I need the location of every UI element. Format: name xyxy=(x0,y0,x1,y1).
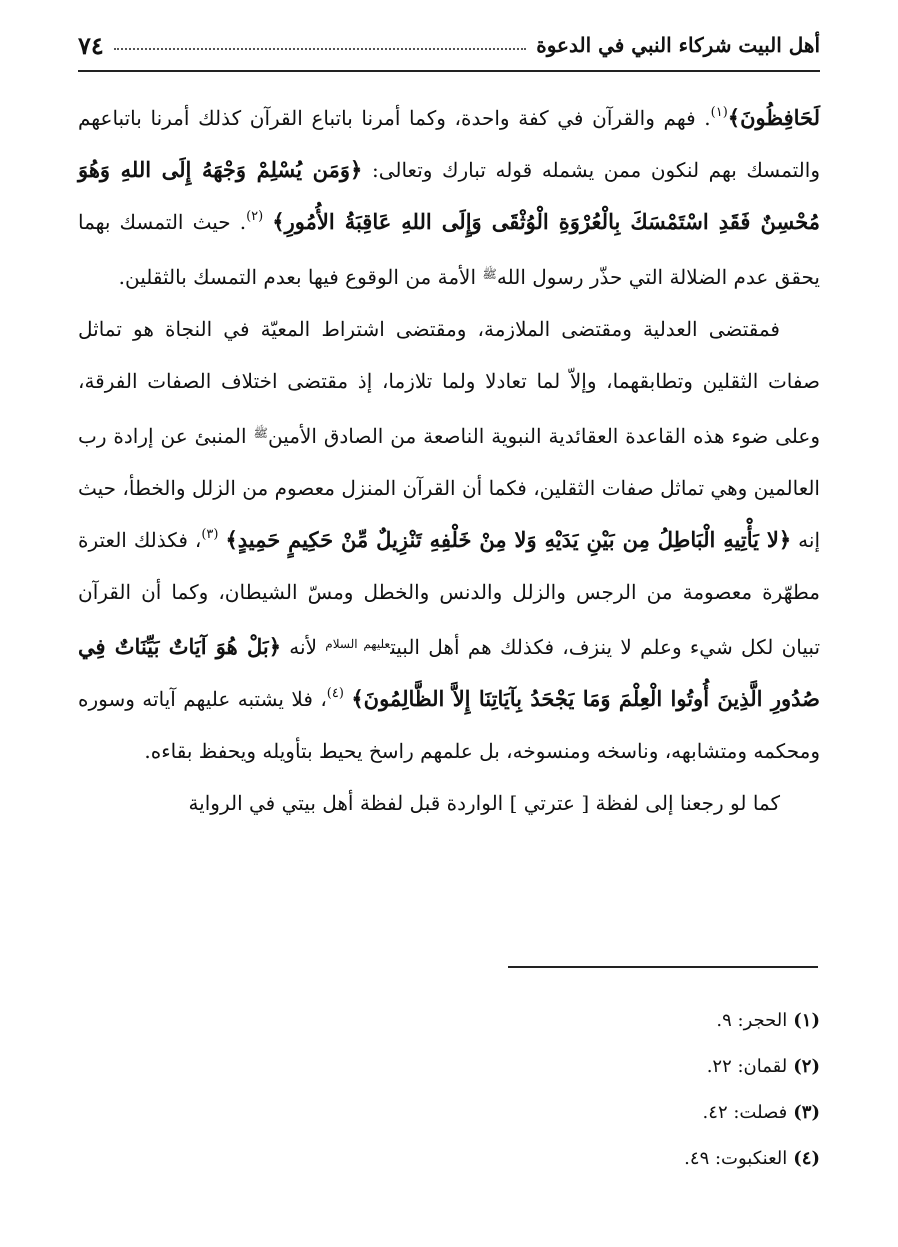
honorific-glyph: عليهم السلام xyxy=(325,637,391,651)
footnote-number: (٣) xyxy=(793,1102,820,1123)
text-run: الأمة من الوقوع فيها بعدم التمسك بالثقلين. xyxy=(118,265,483,289)
footnote-text: العنكبوت: ٤٩. xyxy=(684,1148,788,1169)
footnote-text: لقمان: ٢٢. xyxy=(706,1056,788,1077)
footnote-ref: (٢) xyxy=(246,209,264,224)
paragraph-3 xyxy=(78,777,820,829)
quran-quote: ﴿بَلْ هُوَ آيَاتٌ بَيِّنَاتٌ فِي صُدُورِ الَّذِينَ أُوتُوا الْعِلْمَ وَمَا يَجْحَدُ بِآيَاتِنَا إِلاَّ الظَّالِمُونَ﴾ xyxy=(78,634,821,711)
paragraph-1 xyxy=(78,92,820,303)
page-number: ٧٤ xyxy=(78,30,104,60)
body-text xyxy=(78,92,820,829)
running-header xyxy=(78,22,820,68)
honorific-glyph: ﷺ xyxy=(253,426,268,440)
text-run: لأنه xyxy=(281,635,326,659)
footnote-item xyxy=(78,1136,820,1182)
text-run: المنبئ عن إرادة رب العالمين وهي تماثل صفات الثقلين، فكما أن القرآن المنزل معصوم من الزلل والخطأ، حيث إنه xyxy=(78,424,820,552)
footnote-separator xyxy=(508,966,818,968)
quran-quote: ﴿وَمَن يُسْلِمْ وَجْهَهُ إِلَى اللهِ وَهُوَ مُحْسِنٌ فَقَدِ اسْتَمْسَكَ بِالْعُرْوَةِ الْوُثْقَى وَإِلَى اللهِ عَاقِبَةُ الأُمُورِ﴾ xyxy=(78,157,820,234)
quran-quote: ﴿لا يَأْتِيهِ الْبَاطِلُ مِن بَيْنِ يَدَيْهِ وَلا مِنْ خَلْفِهِ تَنْزِيلٌ مِّنْ حَكِيمٍ حَمِيدٍ﴾ xyxy=(225,527,792,552)
text-run: فمقتضى العدلية ومقتضى الملازمة، ومقتضى اشتراط المعيّة في النجاة هو تماثل صفات الثقلين وتطابقهما، وإلاّ لما تعادلا ولما تلازما، إذ مقتضى اختلاف الصفات الفرقة، وعلى ضوء هذه القاعدة العقائدية النبوية الناصعة من الصادق الأمين xyxy=(78,317,820,448)
header-title: أهل البيت شركاء النبي في الدعوة xyxy=(536,33,820,57)
quran-quote: لَحَافِظُونَ﴾ xyxy=(727,105,820,130)
paragraph-2 xyxy=(78,303,820,777)
text-run: كما لو رجعنا إلى لفظة [ عترتي ] الواردة قبل لفظة أهل بيتي في الرواية xyxy=(188,791,780,815)
footnote-item xyxy=(78,1044,820,1090)
footnote-text: فصلت: ٤٢. xyxy=(702,1102,788,1123)
footnote-number: (٢) xyxy=(793,1056,820,1077)
honorific-glyph: ﷺ xyxy=(482,267,497,281)
footnote-text: الحجر: ٩. xyxy=(716,1010,788,1031)
footnote-number: (٤) xyxy=(793,1148,820,1169)
text-run: . حيث التمسك بهما يحقق عدم الضلالة التي حذّر رسول الله xyxy=(78,210,820,289)
footnote-number: (١) xyxy=(793,1010,820,1031)
footnotes xyxy=(78,998,820,1182)
footnote-ref: (٤) xyxy=(326,686,344,701)
text-run: . فهم والقرآن في كفة واحدة، وكما أمرنا باتباع القرآن كذلك أمرنا باتباعهم والتمسك بهم لنكون ممن يشمله قوله تبارك وتعالى: xyxy=(78,106,820,182)
text-run: ، فكذلك العترة مطهّرة معصومة من الرجس والزلل والدنس والخطل ومسّ الشيطان، وكما أن القرآن تبيان لكل شيء وعلم لا ينزف، فكذلك هم أهل البيت xyxy=(78,528,821,659)
footnote-ref: (٣) xyxy=(201,527,219,542)
footnote-ref: (١) xyxy=(710,105,728,120)
footnote-item xyxy=(78,1090,820,1136)
footnote-item xyxy=(78,998,820,1044)
header-dotted-leader xyxy=(114,48,526,50)
header-rule xyxy=(78,70,820,72)
text-run: ، فلا يشتبه عليهم آياته وسوره ومحكمه ومتشابهه، وناسخه ومنسوخه، بل علمهم راسخ يحيط بتأويله ويحفظ بقاءه. xyxy=(78,687,820,763)
